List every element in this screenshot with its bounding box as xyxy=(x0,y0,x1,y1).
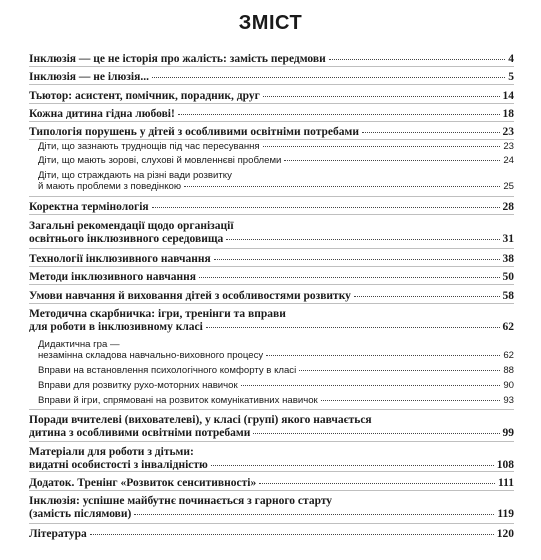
page-number: 99 xyxy=(502,426,514,439)
section-divider xyxy=(29,490,514,491)
page-number: 90 xyxy=(503,380,514,391)
dot-leader xyxy=(329,59,506,60)
toc-entry-title: Матеріали для роботи з дітьми: xyxy=(29,446,194,458)
section-divider xyxy=(29,266,514,267)
toc-entry[interactable] xyxy=(29,308,514,333)
dot-leader xyxy=(152,77,505,78)
toc-entry-line xyxy=(29,90,514,103)
dot-leader xyxy=(266,355,500,356)
dot-leader xyxy=(206,327,500,328)
toc-entry-title: Дидактична гра — xyxy=(38,339,120,350)
page-number: 24 xyxy=(503,155,514,166)
toc-entry-title: Інклюзія: успішне майбутнє починається з гарного старту xyxy=(29,495,333,507)
toc-entry-line xyxy=(29,71,514,84)
toc-entry-line xyxy=(29,477,514,490)
page-number: 62 xyxy=(503,350,514,362)
dot-leader xyxy=(263,96,500,97)
toc-entry-line xyxy=(38,380,514,391)
toc-entry-title: Діти, що страждають на різні вади розвитку xyxy=(38,170,232,181)
toc-entry-title: Вправи на встановлення психологічного комфорту в класі xyxy=(38,365,297,376)
section-divider xyxy=(29,284,514,285)
toc-entry[interactable] xyxy=(29,414,514,439)
page-number: 111 xyxy=(498,477,514,489)
dot-leader xyxy=(241,385,501,386)
section-divider xyxy=(29,84,514,85)
page-number: 28 xyxy=(502,201,514,213)
toc-entry-line xyxy=(38,141,514,152)
dot-leader xyxy=(253,433,499,434)
toc-entry-line xyxy=(29,53,514,66)
dot-leader xyxy=(199,277,500,278)
dot-leader xyxy=(321,400,501,401)
toc-entry-title: Методи інклюзивного навчання xyxy=(29,271,196,283)
toc-entry-line xyxy=(38,181,514,192)
toc-entry[interactable] xyxy=(29,220,514,245)
dot-leader xyxy=(362,132,500,133)
page-number: 50 xyxy=(502,271,514,283)
toc-entry[interactable] xyxy=(29,446,514,471)
toc-entry-line xyxy=(38,170,514,181)
dot-leader xyxy=(284,160,500,161)
toc-entry-title: Додаток. Тренінг «Розвиток сенситивності» xyxy=(29,477,257,489)
dot-leader xyxy=(354,296,500,297)
toc-entry-line xyxy=(29,321,514,334)
toc-entry-line xyxy=(29,253,514,266)
dot-leader xyxy=(90,534,494,535)
dot-leader xyxy=(299,370,500,371)
dot-leader xyxy=(263,146,501,147)
toc-entry-title: Література xyxy=(29,528,87,540)
page-number: 18 xyxy=(502,108,514,120)
page-number: 120 xyxy=(496,528,514,540)
toc-entry-line xyxy=(29,427,514,440)
toc-entry[interactable] xyxy=(29,477,514,490)
toc-entry-title: Коректна термінологія xyxy=(29,201,149,213)
toc-entry-title: Вправи й ігри, спрямовані на розвиток комунікативних навичок xyxy=(38,395,318,406)
toc-entry-line xyxy=(38,395,514,406)
toc-subentry[interactable] xyxy=(38,339,514,361)
toc-entry-title: Методична скарбничка: ігри, тренінги та вправи xyxy=(29,308,286,320)
toc-entry-title: для роботи в інклюзивному класі xyxy=(29,320,203,333)
page-number: 31 xyxy=(502,232,514,245)
toc-entry[interactable] xyxy=(29,201,514,214)
toc-entry-title: Інклюзія — це не історія про жалість: замість передмови xyxy=(29,53,326,65)
page-number: 119 xyxy=(497,507,514,520)
page-number: 25 xyxy=(503,181,514,193)
toc-entry-title: видатні особистості з інвалідністю xyxy=(29,458,208,471)
dot-leader xyxy=(214,259,500,260)
toc-entry-title: Загальні рекомендації щодо організації xyxy=(29,220,234,232)
toc-entry[interactable] xyxy=(29,253,514,266)
toc-subentry[interactable] xyxy=(38,380,514,391)
section-divider xyxy=(29,409,514,410)
toc-entry[interactable] xyxy=(29,71,514,84)
dot-leader xyxy=(178,114,500,115)
page-number: 23 xyxy=(503,141,514,152)
toc-entry-title: Умови навчання й виховання дітей з особливостями розвитку xyxy=(29,290,351,302)
toc-subentry[interactable] xyxy=(38,365,514,376)
toc-entry-title: Інклюзія — не ілюзія... xyxy=(29,71,149,83)
toc-entry-title: Поради вчителеві (вихователеві), у класі (групі) якого навчається xyxy=(29,414,372,426)
section-divider xyxy=(29,471,514,472)
section-divider xyxy=(29,441,514,442)
toc-entry-line xyxy=(29,528,514,541)
toc-entry-line xyxy=(29,233,514,246)
toc-entry-line xyxy=(29,308,514,321)
toc-entry-line xyxy=(38,350,514,361)
dot-leader xyxy=(152,207,500,208)
toc-entry-line xyxy=(29,201,514,214)
toc-entry-line xyxy=(29,220,514,233)
toc-subentry[interactable] xyxy=(38,395,514,406)
section-divider xyxy=(29,103,514,104)
section-divider xyxy=(29,303,514,304)
dot-leader xyxy=(211,465,494,466)
toc-subentry[interactable] xyxy=(38,141,514,152)
toc-entry-title: Типологія порушень у дітей з особливими освітніми потребами xyxy=(29,126,359,138)
dot-leader xyxy=(134,514,494,515)
toc-entry-title: Вправи для розвитку рухо-моторних навичок xyxy=(38,380,238,391)
toc-entry-line xyxy=(29,459,514,472)
section-divider xyxy=(29,523,514,524)
page-number: 5 xyxy=(508,71,514,83)
toc-entry[interactable] xyxy=(29,528,514,541)
toc-subentry[interactable] xyxy=(38,155,514,166)
page-number: 88 xyxy=(503,365,514,376)
toc-entry[interactable] xyxy=(29,108,514,121)
toc-entry-title: Діти, що зазнають труднощів під час пересування xyxy=(38,141,260,152)
toc-entry-line xyxy=(29,414,514,427)
toc-entry-line xyxy=(29,290,514,303)
toc-entry-title: дитина з особливими освітніми потребами xyxy=(29,426,251,439)
toc-entry-title: освітнього інклюзивного середовища xyxy=(29,232,224,245)
toc-entry-title: (замість післямови) xyxy=(29,507,132,520)
toc-entry-line xyxy=(29,495,514,508)
page-number: 62 xyxy=(502,320,514,333)
page-number: 58 xyxy=(502,290,514,302)
toc-entry-line xyxy=(29,108,514,121)
toc-entry-line xyxy=(29,126,514,139)
toc-entry-line xyxy=(29,446,514,459)
toc-entry[interactable] xyxy=(29,90,514,103)
toc-entry-title: Кожна дитина гідна любові! xyxy=(29,108,175,120)
toc-entry-line xyxy=(38,339,514,350)
page-number: 38 xyxy=(502,253,514,265)
dot-leader xyxy=(259,483,495,484)
toc-entry-line xyxy=(29,271,514,284)
section-divider xyxy=(29,196,514,197)
toc-entry[interactable] xyxy=(29,290,514,303)
page-number: 93 xyxy=(503,395,514,406)
toc-entry-title: незамінна складова навчально-виховного процесу xyxy=(38,350,264,362)
toc-entry-title: Діти, що мають зорові, слухові й мовленнєві проблеми xyxy=(38,155,282,166)
dot-leader xyxy=(184,186,500,187)
toc-entry-line xyxy=(38,365,514,376)
page-number: 4 xyxy=(508,53,514,65)
section-divider xyxy=(29,214,514,215)
toc-entry-line xyxy=(38,155,514,166)
section-divider xyxy=(29,248,514,249)
page-number: 23 xyxy=(502,126,514,138)
section-divider xyxy=(29,121,514,122)
toc-entry-line xyxy=(29,508,514,521)
page-number: 108 xyxy=(496,458,514,471)
toc-entry[interactable] xyxy=(29,495,514,520)
toc-entry-title: Тьютор: асистент, помічник, порадник, друг xyxy=(29,90,260,102)
toc-entry-title: Технології інклюзивного навчання xyxy=(29,253,211,265)
toc-entry[interactable] xyxy=(29,126,514,139)
toc-entry-title: й мають проблеми з поведінкою xyxy=(38,181,182,193)
page-title: ЗМІСТ xyxy=(238,12,303,34)
dot-leader xyxy=(226,239,499,240)
toc-subentry[interactable] xyxy=(38,170,514,192)
section-divider xyxy=(29,139,514,140)
toc-entry[interactable] xyxy=(29,53,514,66)
toc-entry[interactable] xyxy=(29,271,514,284)
page-number: 14 xyxy=(502,90,514,102)
section-divider xyxy=(29,66,514,67)
